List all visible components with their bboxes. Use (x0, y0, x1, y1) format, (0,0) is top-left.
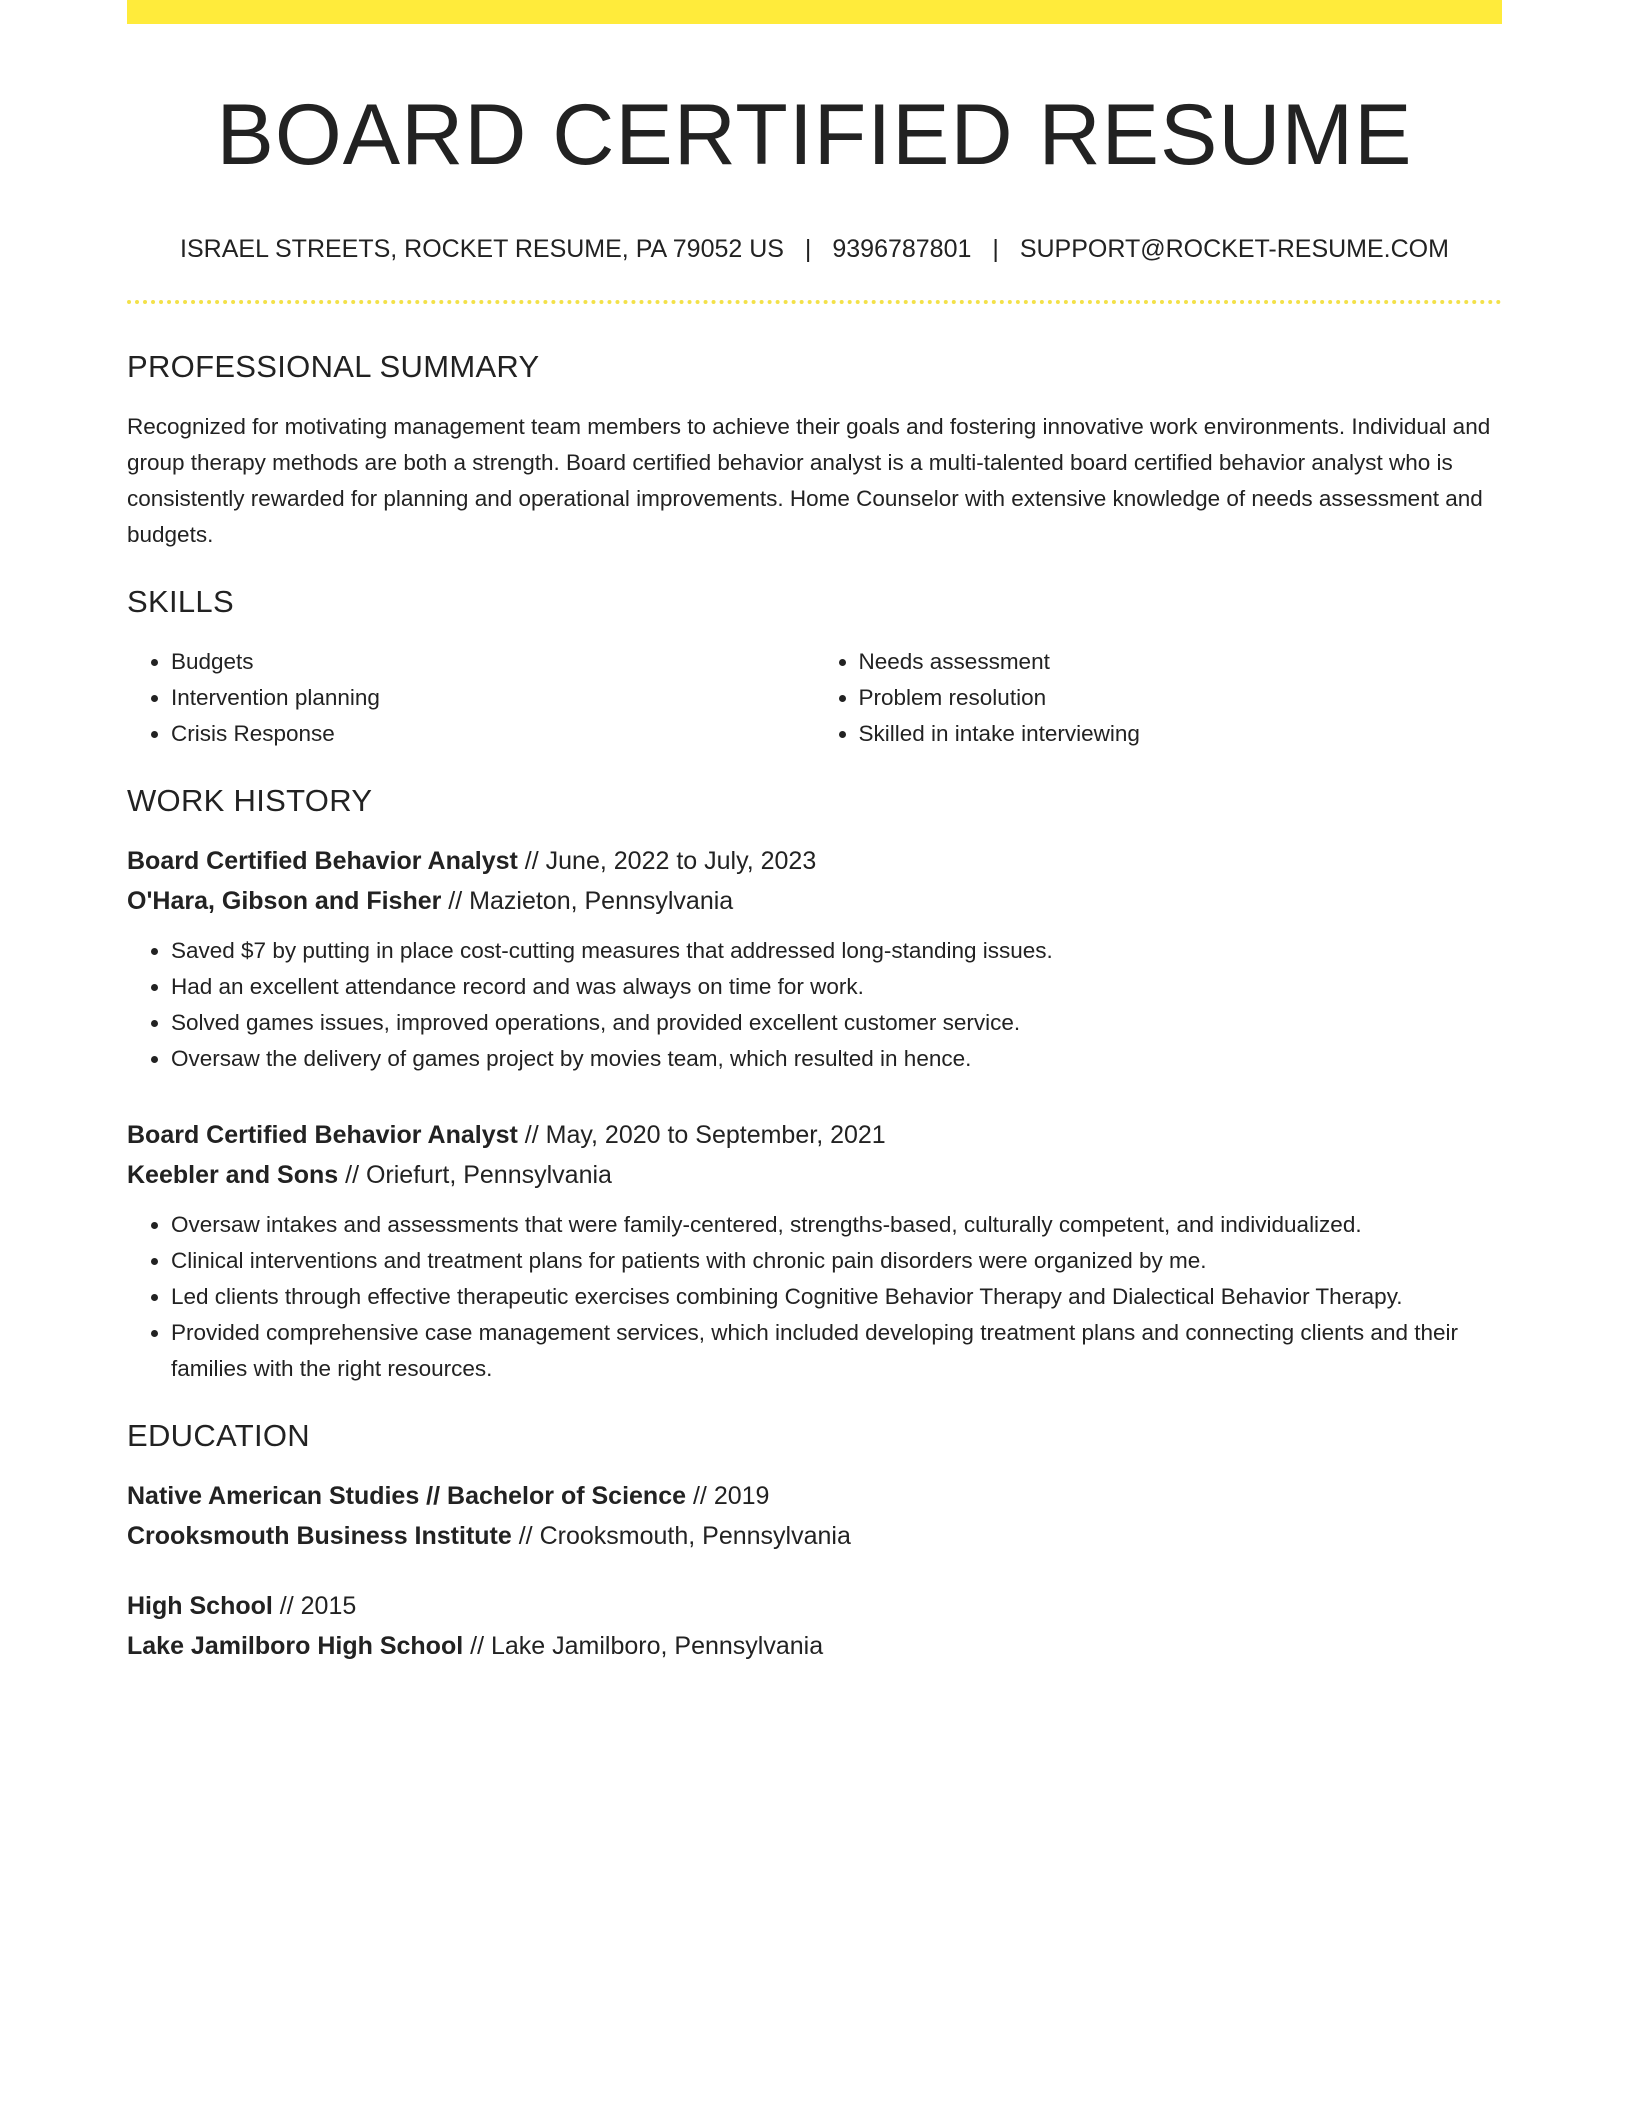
job-divider: // (345, 1161, 360, 1190)
skills-list (127, 644, 1502, 752)
job-bullet: • Clinical interventions and treatment plans for patients with chronic pain disorders were organized by me. (171, 1243, 1502, 1279)
job-company: O'Hara, Gibson and Fisher (127, 887, 442, 916)
summary-heading: PROFESSIONAL SUMMARY (127, 348, 540, 384)
job-company: Keebler and Sons (127, 1161, 339, 1190)
job-divider: // (524, 1121, 539, 1150)
education-heading: EDUCATION (127, 1418, 310, 1454)
summary-text: Recognized for motivating management team members to achieve their goals and fostering innovative work environments. Individual and group therapy methods are both a strength. Board certified behavior analyst is a multi-talented board certified behavior analyst who is consistently rewarded for planning and operational improvements. Home Counselor with extensive knowledge of needs assessment and budgets. (127, 413, 1491, 547)
skills-column-left (127, 644, 815, 752)
job-bullets (127, 1207, 1502, 1387)
education-degree-line (127, 1586, 1502, 1626)
job-role: Board Certified Behavior Analyst (127, 847, 518, 876)
job-dates: May, 2020 to September, 2021 (545, 1121, 886, 1150)
education-school-line (127, 1626, 1502, 1666)
education-divider: // (692, 1482, 707, 1511)
contact-phone: 9396787801 (832, 235, 972, 264)
job-company-line (127, 881, 1502, 921)
contact-address: ISRAEL STREETS, ROCKET RESUME, PA 79052 US (180, 235, 784, 264)
education-entry (127, 1586, 1502, 1666)
education-location: Lake Jamilboro, Pennsylvania (490, 1632, 824, 1661)
job-title-line (127, 1115, 1502, 1155)
education-divider: // (470, 1632, 485, 1661)
job-location: Oriefurt, Pennsylvania (365, 1161, 612, 1190)
contact-separator: | (992, 235, 999, 264)
job-entry (127, 841, 1502, 1077)
skill-item: • Crisis Response (171, 716, 815, 752)
job-company-line (127, 1155, 1502, 1195)
education-year: 2015 (300, 1592, 357, 1621)
skills-heading: SKILLS (127, 583, 234, 619)
education-entry (127, 1476, 1502, 1556)
education-divider: // (518, 1522, 533, 1551)
job-divider: // (524, 847, 539, 876)
education-school: Lake Jamilboro High School (127, 1632, 464, 1661)
skill-item: • Needs assessment (859, 644, 1503, 680)
job-title-line (127, 841, 1502, 881)
education-school: Crooksmouth Business Institute (127, 1522, 512, 1551)
education-year: 2019 (713, 1482, 770, 1511)
contact-separator: | (804, 235, 812, 264)
contact-email: SUPPORT@ROCKET-RESUME.COM (1019, 235, 1449, 264)
work-history-heading: WORK HISTORY (127, 783, 373, 819)
skill-item: • Intervention planning (171, 680, 815, 716)
job-bullets (127, 933, 1502, 1077)
skill-item: • Problem resolution (859, 680, 1503, 716)
education-divider: // (279, 1592, 294, 1621)
header-divider (127, 300, 1502, 304)
job-dates: June, 2022 to July, 2023 (545, 847, 817, 876)
skill-item: • Budgets (171, 644, 815, 680)
accent-bar (127, 0, 1502, 24)
education-degree-line (127, 1476, 1502, 1516)
job-bullet: • Had an excellent attendance record and was always on time for work. (171, 969, 1502, 1005)
education-degree: Native American Studies // Bachelor of Science (127, 1482, 686, 1511)
contact-line (127, 233, 1502, 266)
job-role: Board Certified Behavior Analyst (127, 1121, 518, 1150)
job-bullet: • Provided comprehensive case management services, which included developing treatment plans and connecting clients and their families with the right resources. (171, 1315, 1502, 1387)
resume-title: BOARD CERTIFIED RESUME (216, 87, 1413, 183)
skills-column-right (815, 644, 1503, 752)
resume-page (127, 0, 1502, 1666)
education-school-line (127, 1516, 1502, 1556)
skill-item: • Skilled in intake interviewing (859, 716, 1503, 752)
job-location: Mazieton, Pennsylvania (469, 887, 734, 916)
education-location: Crooksmouth, Pennsylvania (539, 1522, 851, 1551)
job-bullet: • Led clients through effective therapeutic exercises combining Cognitive Behavior Therapy and Dialectical Behavior Therapy. (171, 1279, 1502, 1315)
job-bullet: • Oversaw intakes and assessments that were family-centered, strengths-based, culturally competent, and individualized. (171, 1207, 1502, 1243)
job-bullet: • Oversaw the delivery of games project by movies team, which resulted in hence. (171, 1041, 1502, 1077)
job-divider: // (448, 887, 463, 916)
job-bullet: • Solved games issues, improved operations, and provided excellent customer service. (171, 1005, 1502, 1041)
education-degree: High School (127, 1592, 273, 1621)
job-entry (127, 1115, 1502, 1387)
job-bullet: • Saved $7 by putting in place cost-cutting measures that addressed long-standing issues. (171, 933, 1502, 969)
